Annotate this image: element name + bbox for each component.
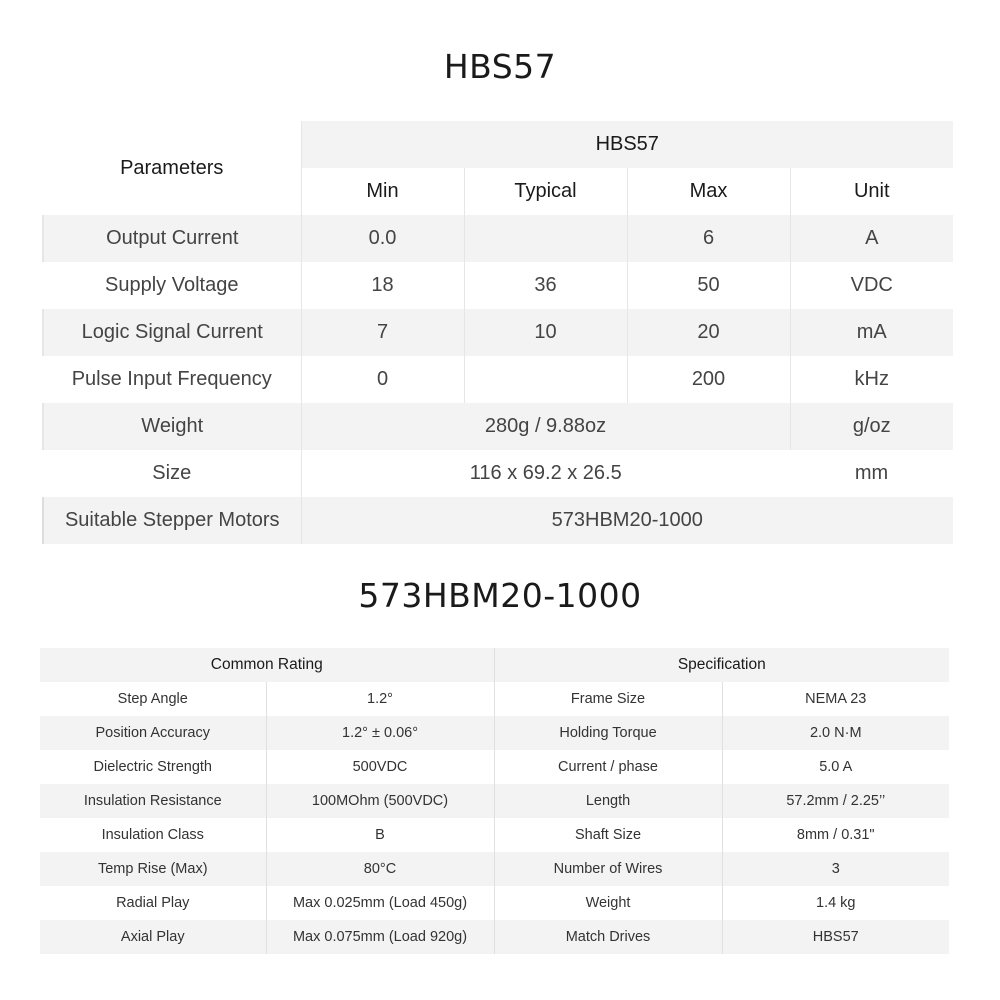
specification-header: Specification [494, 648, 949, 682]
col-header-typical: Typical [464, 168, 627, 215]
spec-label: Length [494, 784, 722, 818]
spec-value: 57.2mm / 2.25’’ [722, 784, 949, 818]
row-min: 0.0 [301, 215, 464, 262]
header-row [40, 648, 949, 682]
rating-value: 1.2° [266, 682, 494, 716]
row-min: 7 [301, 309, 464, 356]
rating-value: 1.2° ± 0.06° [266, 716, 494, 750]
table-row [43, 497, 953, 544]
table-row [40, 784, 949, 818]
col-header-unit: Unit [790, 168, 953, 215]
motors-label: Suitable Stepper Motors [43, 497, 301, 544]
table-row [40, 750, 949, 784]
driver-title: HBS57 [443, 47, 557, 86]
table-row [40, 716, 949, 750]
weight-unit: g/oz [790, 403, 953, 450]
row-typical [464, 356, 627, 403]
row-unit: kHz [790, 356, 953, 403]
table-row [40, 852, 949, 886]
rating-label: Temp Rise (Max) [40, 852, 266, 886]
rating-label: Step Angle [117, 691, 188, 707]
header-row [43, 121, 953, 168]
rating-value: Max 0.075mm (Load 920g) [266, 920, 494, 954]
row-label: Supply Voltage [105, 274, 239, 296]
spec-value: 8mm / 0.31" [722, 818, 949, 852]
spec-value: 1.4 kg [722, 886, 949, 920]
row-unit: VDC [790, 262, 953, 309]
size-unit: mm [854, 462, 889, 484]
size-value: 116 x 69.2 x 26.5 [301, 450, 790, 497]
table-row [43, 403, 953, 450]
rating-label: Insulation Resistance [40, 784, 266, 818]
row-min: 18 [301, 262, 464, 309]
spec-value: 5.0 A [722, 750, 949, 784]
rating-value: Max 0.025mm (Load 450g) [266, 886, 494, 920]
parameters-header: Parameters [43, 121, 301, 215]
spec-value: HBS57 [722, 920, 949, 954]
rating-label: Axial Play [40, 920, 266, 954]
row-unit: mA [790, 309, 953, 356]
col-header-min: Min [301, 168, 464, 215]
table-row [40, 920, 949, 954]
spec-label: Frame Size [494, 682, 722, 716]
row-label: Logic Signal Current [43, 309, 301, 356]
spec-label: Holding Torque [494, 716, 722, 750]
spec-label: Current / phase [494, 750, 722, 784]
rating-value: 500VDC [266, 750, 494, 784]
row-label: Pulse Input Frequency [71, 368, 272, 390]
rating-label: Position Accuracy [40, 716, 266, 750]
row-typical: 10 [464, 309, 627, 356]
table-row [40, 886, 949, 920]
table-row [43, 356, 953, 403]
row-max: 200 [627, 356, 790, 403]
spec-label: Weight [494, 886, 722, 920]
common-rating-header: Common Rating [40, 648, 494, 682]
table-row [43, 309, 953, 356]
motor-spec-table [40, 648, 949, 954]
rating-value: 100MOhm (500VDC) [266, 784, 494, 818]
table-row [40, 818, 949, 852]
weight-value: 280g / 9.88oz [301, 403, 790, 450]
rating-value: 80°C [266, 852, 494, 886]
table-row [43, 215, 953, 262]
motor-title: 573HBM20-1000 [358, 576, 642, 615]
rating-label: Dielectric Strength [93, 759, 212, 775]
row-max: 6 [627, 215, 790, 262]
weight-label: Weight [43, 403, 301, 450]
row-typical: 36 [464, 262, 627, 309]
col-header-max: Max [627, 168, 790, 215]
row-typical [464, 215, 627, 262]
table-row [43, 262, 953, 309]
rating-label: Radial Play [116, 895, 190, 911]
spec-value: 2.0 N·M [722, 716, 949, 750]
spec-label: Number of Wires [494, 852, 722, 886]
driver-spec-table [42, 121, 953, 544]
table-row [40, 682, 949, 716]
row-max: 20 [627, 309, 790, 356]
rating-label: Insulation Class [101, 827, 204, 843]
row-min: 0 [301, 356, 464, 403]
row-unit: A [790, 215, 953, 262]
spec-value: NEMA 23 [722, 682, 949, 716]
spec-label: Shaft Size [494, 818, 722, 852]
row-label: Output Current [43, 215, 301, 262]
group-header: HBS57 [301, 121, 953, 168]
motors-value: 573HBM20-1000 [301, 497, 953, 544]
spec-label: Match Drives [494, 920, 722, 954]
rating-value: B [266, 818, 494, 852]
row-max: 50 [627, 262, 790, 309]
size-label: Size [152, 462, 192, 484]
table-row [43, 450, 953, 497]
spec-value: 3 [722, 852, 949, 886]
